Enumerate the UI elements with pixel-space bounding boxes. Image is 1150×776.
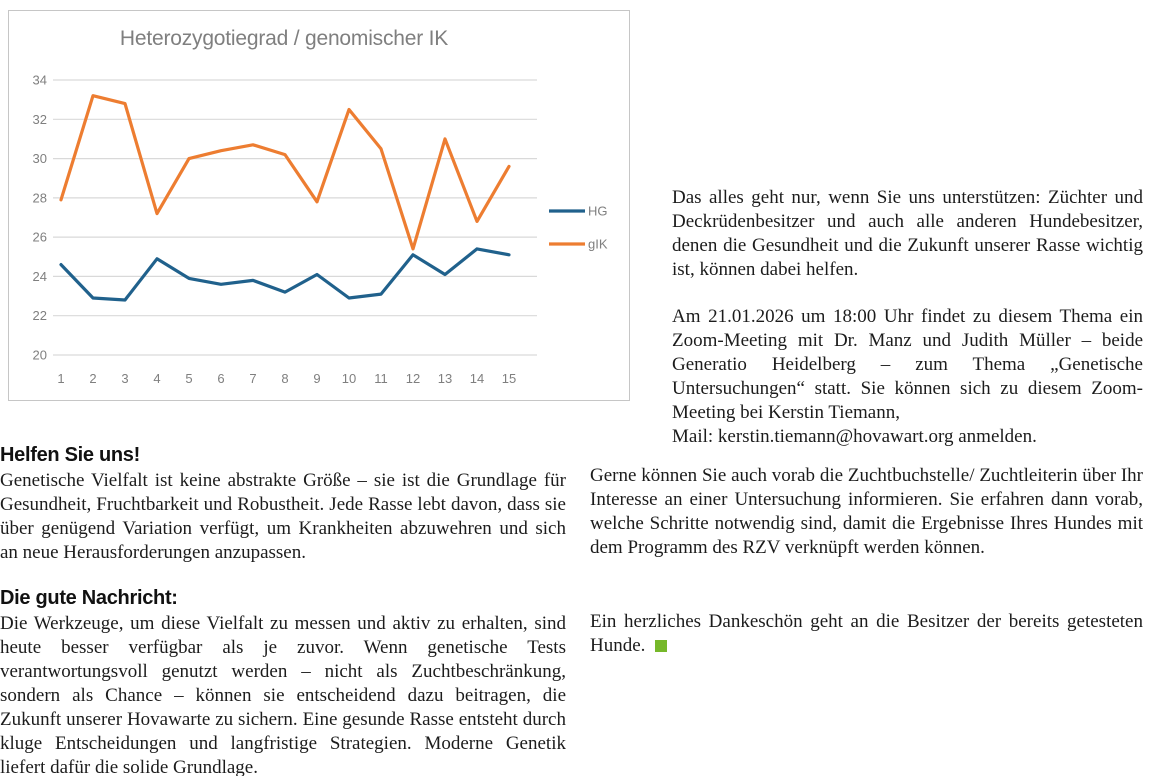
svg-text:15: 15 (501, 371, 517, 386)
right-text-block-zuchtbuchstelle (590, 464, 1143, 560)
paragraph-das-alles-geht: Das alles geht nur, wenn Sie uns unterstützen: Züchter und Deckrüdenbesitzer und auch alle anderen Hundebesitzer, denen die Gesundheit und die Zukunft unserer Rasse wichtig ist, können dabei helfen. (672, 187, 1143, 280)
svg-text:30: 30 (32, 151, 47, 167)
left-text-column (0, 444, 566, 776)
svg-text:10: 10 (341, 371, 357, 386)
svg-text:5: 5 (185, 371, 193, 386)
svg-text:gIK: gIK (588, 236, 608, 252)
chart-figure (8, 10, 630, 401)
paragraph-dankeschoen (590, 610, 1143, 658)
svg-text:13: 13 (437, 371, 453, 386)
svg-text:4: 4 (153, 371, 161, 386)
right-text-block-support (672, 186, 1143, 282)
svg-text:20: 20 (32, 347, 47, 363)
right-text-block-zoom-meeting (672, 305, 1143, 449)
svg-text:3: 3 (121, 371, 129, 386)
heading-helfen-sie-uns: Helfen Sie uns! (0, 444, 140, 466)
svg-text:9: 9 (313, 371, 321, 386)
paragraph-die-werkzeuge: Die Werkzeuge, um diese Vielfalt zu messen und aktiv zu erhalten, sind heute besser verfügbar als je zuvor. Wenn genetische Tests verantwortungsvoll genutzt werden – nicht als Zuchtbeschränkung, sondern als Chance – können sie entscheidend dazu beitragen, die Zukunft unserer Hovawarte zu sichern. Eine gesunde Rasse entsteht durch kluge Entscheidungen und langfristige Strategien. Moderne Genetik liefert dafür die solide Grundlage. (0, 613, 566, 776)
svg-text:26: 26 (32, 229, 47, 245)
heading-die-gute-nachricht: Die gute Nachricht: (0, 587, 178, 609)
dankeschoen-text: Ein herzliches Dankeschön geht an die Besitzer der bereits getesteten Hunde. (590, 611, 1143, 656)
svg-text:34: 34 (32, 72, 47, 88)
svg-text:HG: HG (588, 203, 608, 219)
svg-text:11: 11 (374, 371, 388, 386)
chart-svg (9, 11, 629, 400)
svg-text:7: 7 (249, 371, 257, 386)
svg-text:1: 1 (57, 371, 65, 386)
right-text-block-dankeschoen (590, 610, 1143, 658)
svg-text:6: 6 (217, 371, 225, 386)
svg-text:32: 32 (32, 111, 47, 127)
svg-text:22: 22 (32, 308, 47, 324)
svg-text:2: 2 (89, 371, 97, 386)
svg-text:8: 8 (281, 371, 289, 386)
svg-text:12: 12 (405, 371, 421, 386)
mail-address-line: Mail: kerstin.tiemann@hovawart.org anmelden. (672, 426, 1037, 447)
svg-text:24: 24 (32, 268, 47, 284)
svg-text:28: 28 (32, 190, 47, 206)
paragraph-zoom-meeting: Am 21.01.2026 um 18:00 Uhr findet zu diesem Thema ein Zoom-Meeting mit Dr. Manz und Judith Müller – beide Generatio Heidelberg – zum Thema „Genetische Untersuchungen“ statt. Sie können sich zu diesem Zoom-Meeting bei Kerstin Tiemann, (672, 306, 1143, 423)
paragraph-zuchtbuchstelle: Gerne können Sie auch vorab die Zuchtbuchstelle/ Zuchtleiterin über Ihr Interesse an einer Untersuchung informieren. Sie erfahren dann vorab, welche Schritte notwendig sind, damit die Ergebnisse Ihres Hundes mit dem Programm des RZV verknüpft werden können. (590, 465, 1143, 558)
chart-title: Heterozygotiegrad / genomischer IK (119, 27, 449, 50)
paragraph-genetische-vielfalt: Genetische Vielfalt ist keine abstrakte Größe – sie ist die Grundlage für Gesundheit, Fruchtbarkeit und Robustheit. Jede Rasse lebt davon, dass sie über genügend Variation verfügt, um Krankheiten abzuwehren und sich an neue Herausforderungen anzupassen. (0, 470, 566, 563)
article-end-marker-icon (655, 640, 667, 652)
svg-text:14: 14 (469, 371, 485, 386)
